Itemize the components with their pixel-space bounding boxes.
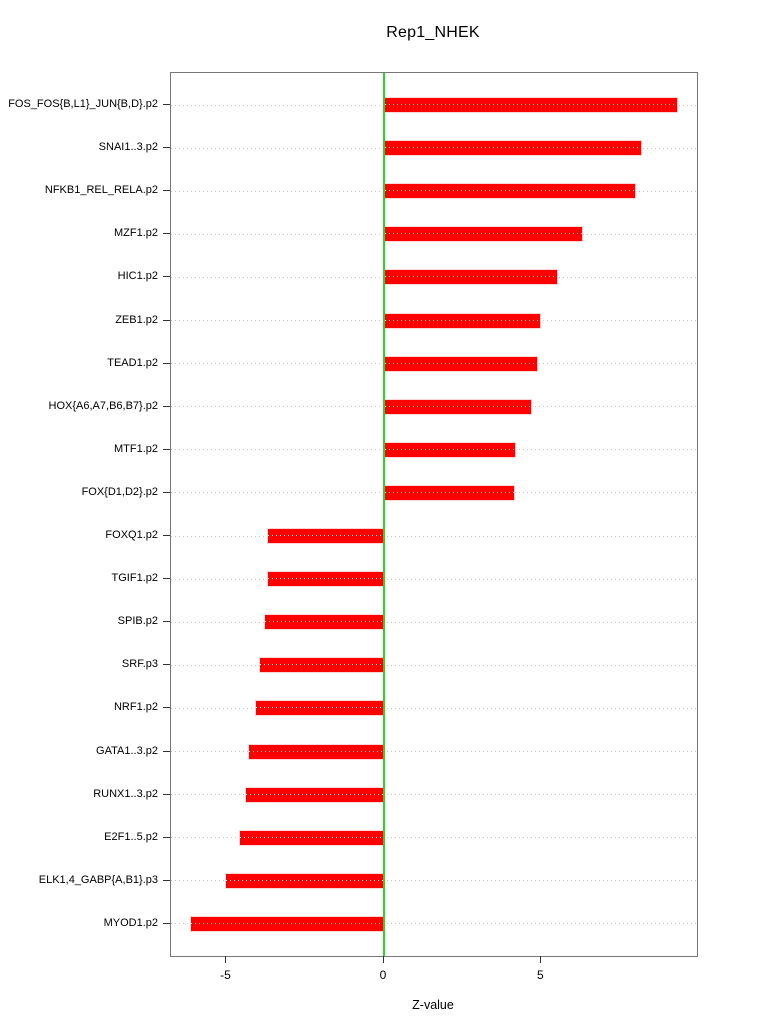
bar [225,873,384,889]
x-tick-label: -5 [220,968,231,982]
bar [190,916,384,932]
y-tick [163,621,170,622]
row-gridline [171,579,697,580]
row-gridline [171,708,697,709]
category-label: SPIB.p2 [117,615,158,628]
category-label: NRF1.p2 [113,701,158,714]
bar-gridline-overlay [246,794,383,795]
bar [384,269,558,285]
bar-gridline-overlay [240,837,383,838]
bar [264,614,384,630]
bar [245,787,384,803]
bar [239,830,384,846]
category-label: TGIF1.p2 [111,572,158,585]
row-gridline [171,622,697,623]
category-label: TEAD1.p2 [107,356,158,369]
category-label: FOS_FOS{B,L1}_JUN{B,D}.p2 [8,98,158,110]
y-tick [163,147,170,148]
y-tick [163,406,170,407]
y-tick [163,276,170,277]
category-label: HOX{A6,A7,B6,B7}.p2 [48,399,158,412]
x-tick [225,956,226,963]
y-tick [163,664,170,665]
category-label: MZF1.p2 [113,227,158,240]
bar [384,183,636,199]
chart-title: Rep1_NHEK [386,24,480,41]
y-tick [163,751,170,752]
bar [267,528,384,544]
bar-gridline-overlay [385,449,515,450]
category-label: SRF.p3 [121,658,158,671]
bar [384,140,642,156]
bar [384,442,516,458]
bar-gridline-overlay [385,492,514,493]
y-tick [163,707,170,708]
category-label: ELK1,4_GABP{A,B1}.p3 [38,873,158,886]
zero-reference-line [383,73,385,956]
category-label: FOX{D1,D2}.p2 [81,485,158,498]
y-tick [163,578,170,579]
x-tick [540,956,541,963]
y-tick [163,233,170,234]
category-label: NFKB1_REL_RELA.p2 [44,184,158,197]
row-gridline [171,665,697,666]
bar-gridline-overlay [226,880,383,881]
bar-gridline-overlay [385,104,677,105]
bar-gridline-overlay [385,147,641,148]
y-tick [163,449,170,450]
bar-gridline-overlay [268,535,383,536]
bar-gridline-overlay [256,707,383,708]
category-label: RUNX1..3.p2 [93,787,158,800]
category-label: ZEB1.p2 [115,313,158,326]
bar [384,485,515,501]
category-label: FOXQ1.p2 [105,529,158,541]
bar-gridline-overlay [260,664,383,665]
row-gridline [171,536,697,537]
x-tick [383,956,384,963]
y-tick [163,535,170,536]
bar-gridline-overlay [191,923,383,924]
bar [248,744,384,760]
y-tick [163,363,170,364]
bar [384,356,538,372]
category-label: E2F1..5.p2 [104,830,158,843]
bar-gridline-overlay [268,578,383,579]
bar-gridline-overlay [385,276,557,277]
category-label: MTF1.p2 [113,442,158,455]
bar [255,700,384,716]
x-tick-label: 5 [537,968,544,982]
x-tick-label: 0 [379,968,387,982]
category-label: GATA1..3.p2 [96,744,158,757]
x-axis-title: Z-value [412,998,454,1012]
y-tick [163,104,170,105]
bar [384,399,532,415]
bar [384,97,678,113]
bar-gridline-overlay [265,621,383,622]
category-label: SNAI1..3.p2 [98,141,158,154]
bar [267,571,384,587]
bar-gridline-overlay [385,406,531,407]
bar-gridline-overlay [249,751,383,752]
y-tick [163,190,170,191]
bar-gridline-overlay [385,190,635,191]
bar [384,226,583,242]
bar [384,313,541,329]
category-label: HIC1.p2 [117,270,158,283]
y-tick [163,794,170,795]
bar-gridline-overlay [385,363,537,364]
y-tick [163,837,170,838]
plot-area [170,72,698,957]
bar [259,657,384,673]
y-tick [163,880,170,881]
bar-gridline-overlay [385,233,582,234]
bar-gridline-overlay [385,320,540,321]
category-label: MYOD1.p2 [103,916,158,929]
y-tick [163,320,170,321]
y-tick [163,923,170,924]
y-tick [163,492,170,493]
